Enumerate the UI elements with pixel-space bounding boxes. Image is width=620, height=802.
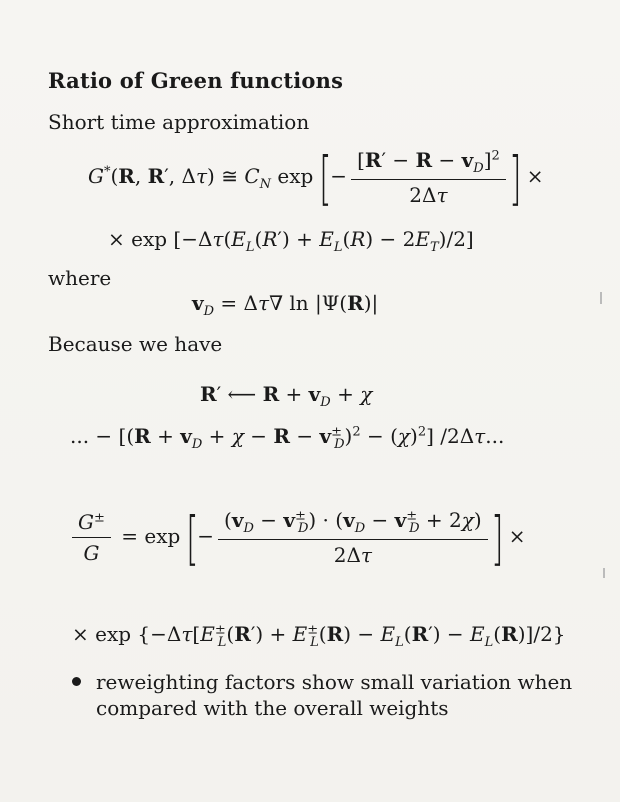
equation-exp-energy: × $\exp [-\Delta\tau(E_L(R') + E_L(R) - 2E_T)/2]$	[108, 227, 474, 255]
equation-green-function: G*(R, R′, Δτ) ≅ $C_N$ exp [− $\frac{[R' - R - v_D]^2}{2\Delta\tau}$ ] ×	[88, 143, 544, 212]
equation-reweighting-exp: × $\exp \{-\Delta\tau[E^\pm_L(R') + E^\pm_L(R) - E_L(R') - E_L(R)]/2\}$	[72, 622, 566, 650]
equation-exponent-difference: ... − $[(R + v_D + \chi - R - v^\pm_D)^2 - (\chi)^2]$ /2Δτ...	[70, 424, 505, 452]
bullet-line-2: compared with the overall weights	[96, 696, 449, 720]
bullet-icon	[72, 677, 81, 686]
scan-artifact	[603, 568, 605, 578]
where-label: where	[48, 266, 112, 290]
page-title: Ratio of Green functions	[48, 68, 344, 93]
scan-artifact	[600, 292, 602, 304]
equation-move: R′ ⟵ $R + v_D + \chi$	[200, 382, 373, 410]
equation-green-ratio: $\frac{G^\pm}{G}$ = exp [− $\frac{(v_D - v^\pm_D) \cdot (v_D - v^\pm_D + 2\chi)}{2\Delta\tau}$ ] ×	[68, 508, 525, 567]
bullet-line-1: reweighting factors show small variation when	[96, 670, 573, 694]
subtitle: Short time approximation	[48, 110, 310, 134]
because-label: Because we have	[48, 332, 223, 356]
equation-drift-velocity: $v_D = \Delta\tau\nabla$ ln |Ψ(R)|	[192, 291, 379, 319]
